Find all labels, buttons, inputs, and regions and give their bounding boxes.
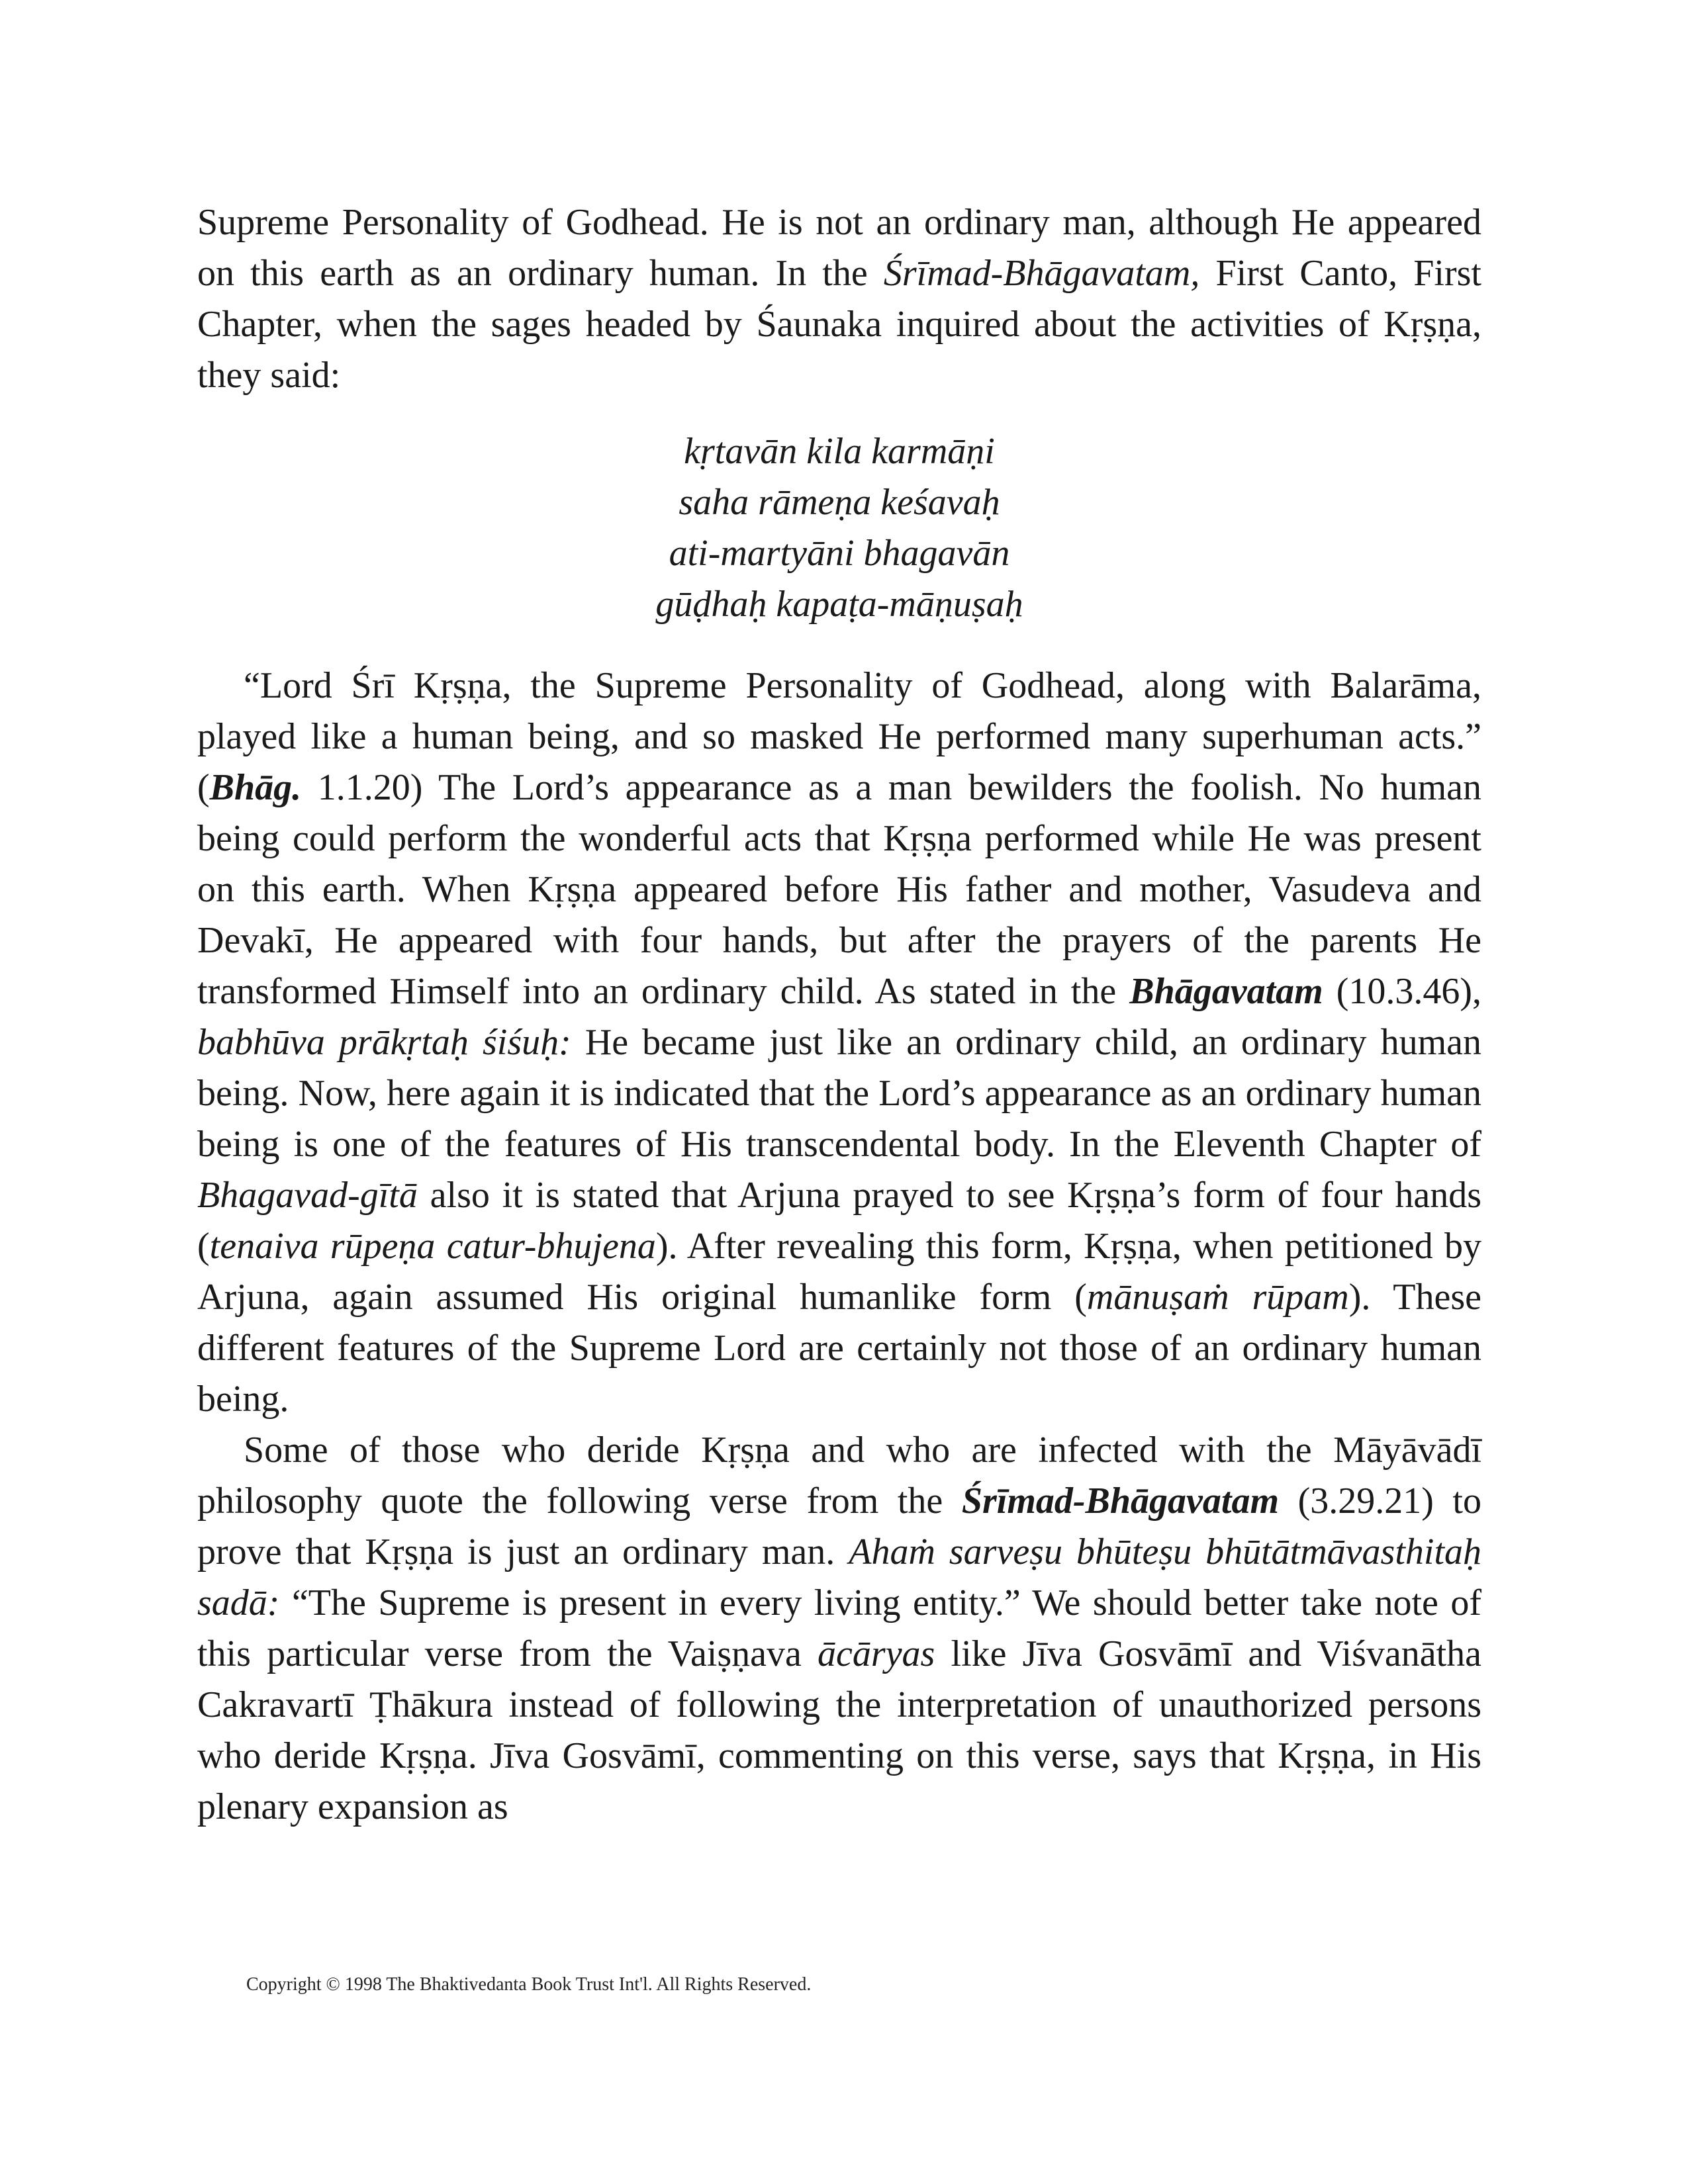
text-run: Supreme Personality of Godhead. He is not an ordinary man, although He appeared on this earth as an ordinary human. In the [197, 202, 1481, 294]
sanskrit-verse [197, 426, 1481, 630]
sanskrit-quote: tenaiva rūpeṇa catur-bhujena [209, 1226, 656, 1267]
scripture-reference: Śrīmad-Bhāgavatam [961, 1480, 1280, 1522]
sanskrit-quote: Ahaṁ sarveṣu bhūteṣu bhūtātmāvasthitaḥ sadā: [197, 1531, 1481, 1623]
text-run: He became just like an ordinary child, an ordinary human being. Now, here again it is indicated that the Lord’s appearance as an ordinary human being is one of the features of His transcendental body. In the Eleventh Chapter of [197, 1022, 1481, 1165]
body-text [197, 197, 1481, 1833]
text-run: (3.29.21) to prove that Kṛṣṇa is just an ordinary man. [197, 1480, 1481, 1572]
verse-line: kṛtavān kila karmāṇi [684, 431, 995, 472]
text-run: like Jīva Gosvāmī and Viśvanātha Cakravartī Ṭhākura instead of following the interpretation of unauthorized persons who deride Kṛṣṇa. Jīva Gosvāmī, commenting on this verse, says that Kṛṣṇa, in His plenary expansion as [197, 1633, 1481, 1827]
text-run: “The Supreme is present in every living entity.” We should better take note of this particular verse from the Vaiṣṇava [197, 1582, 1481, 1674]
text-run: “Lord Śrī Kṛṣṇa, the Supreme Personality of Godhead, along with Balarāma, played like a human being, and so masked He performed many superhuman acts.” ( [197, 665, 1481, 808]
verse-line: ati-martyāni bhagavān [669, 533, 1010, 574]
text-run: also it is stated that Arjuna prayed to see Kṛṣṇa’s form of four hands ( [197, 1175, 1481, 1267]
verse-line: saha rāmeṇa keśavaḥ [679, 482, 1000, 523]
commentary-paragraph [197, 1425, 1481, 1833]
book-title: Bhagavad-gītā [197, 1175, 418, 1216]
text-run: First Canto, First Chapter, when the sages headed by Śaunaka inquired about the activities of Kṛṣṇa, they said: [197, 253, 1481, 396]
text-run: (10.3.46), [1323, 971, 1482, 1012]
text-run: 1.1.20) The Lord’s appearance as a man bewilders the foolish. No human being could perform the wonderful acts that Kṛṣṇa performed while He was present on this earth. When Kṛṣṇa appeared before His father and mother, Vasudeva and Devakī, He appeared with four hands, but after the prayers of the parents He transformed Himself into an ordinary child. As stated in the [197, 767, 1481, 1012]
text-run: Some of those who deride Kṛṣṇa and who are infected with the Māyāvādī philosophy quote the following verse from the [197, 1430, 1481, 1522]
sanskrit-quote: mānuṣaṁ rūpam [1086, 1277, 1349, 1318]
translation-paragraph [197, 660, 1481, 1425]
intro-paragraph [197, 197, 1481, 401]
scripture-reference: Bhāg. [209, 767, 302, 808]
verse-line: gūḍhaḥ kapaṭa-māṇuṣaḥ [655, 584, 1023, 625]
copyright-footer: Copyright © 1998 The Bhaktivedanta Book Trust Int'l. All Rights Reserved. [246, 1974, 812, 1995]
sanskrit-quote: babhūva prākṛtaḥ śiśuḥ: [197, 1022, 571, 1063]
scripture-reference: Bhāgavatam [1129, 971, 1323, 1012]
book-title: Śrīmad-Bhāgavatam, [883, 253, 1200, 294]
text-run: ). After revealing this form, Kṛṣṇa, when petitioned by Arjuna, again assumed His original humanlike form ( [197, 1226, 1482, 1318]
text-run: ). These different features of the Supreme Lord are certainly not those of an ordinary human being. [197, 1277, 1481, 1420]
sanskrit-term: ācāryas [818, 1633, 935, 1674]
